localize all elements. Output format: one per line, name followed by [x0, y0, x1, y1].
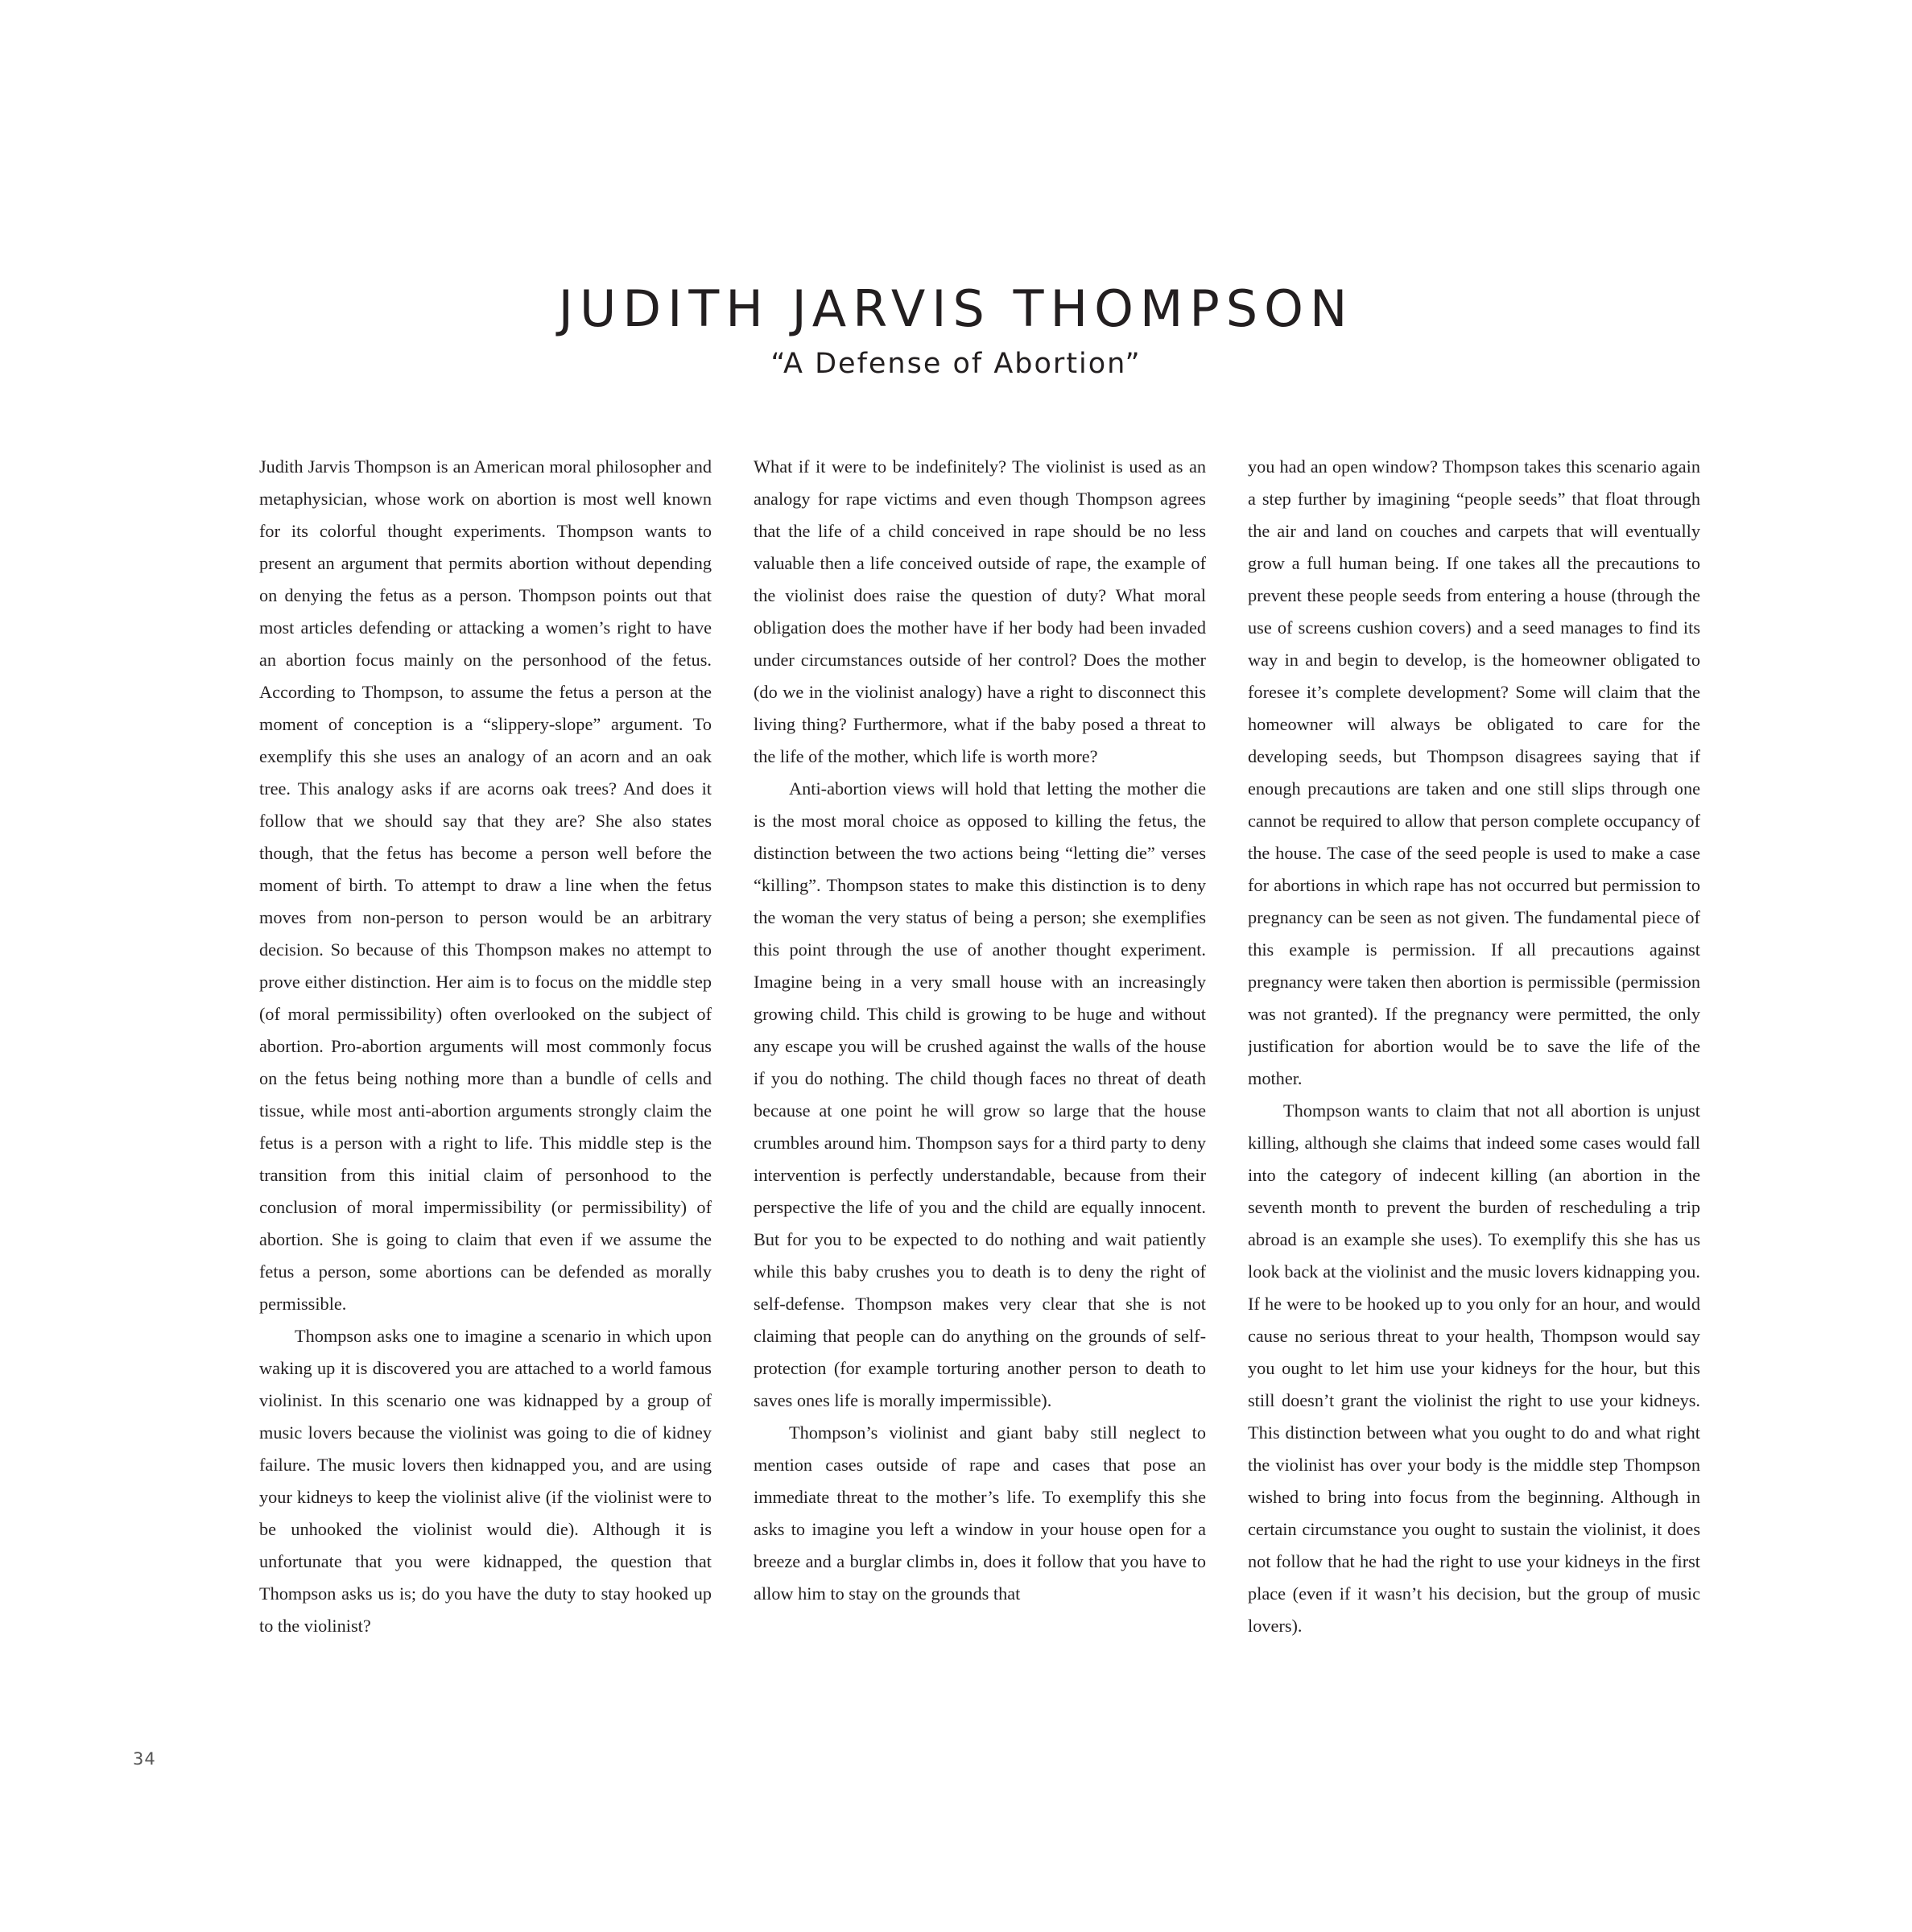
text-column-1 — [259, 451, 712, 1707]
page-subtitle: “A Defense of Abortion” — [770, 348, 1142, 380]
paragraph: What if it were to be indefinitely? The violinist is used as an analogy for rape victims and even though Thompson agrees that the life of a child conceived in rape should be no less valuable then a life conceived outside of rape, the example of the violinist does raise the question of duty? What moral obligation does the mother have if her body had been invaded under circumstances outside of her control? Does the mother (do we in the violinist analogy) have a right to disconnect this living thing? Furthermore, what if the baby posed a threat to the life of the mother, which life is worth more? — [754, 456, 1206, 766]
paragraph: Thompson’s violinist and giant baby still neglect to mention cases outside of rape and cases that pose an immediate threat to the mother’s life. To exemplify this she asks to imagine you left a window in your house open for a breeze and a burglar climbs in, does it follow that you have to allow him to stay on the grounds that — [754, 1422, 1206, 1604]
paragraph: Anti-abortion views will hold that letting the mother die is the most moral choice as opposed to killing the fetus, the distinction between the two actions being “letting die” verses “killing”. Thompson states to make this distinction is to deny the woman the very status of being a person; she exemplifies this point through the use of another thought experiment. Imagine being in a very small house with an increasingly growing child. This child is growing to be huge and without any escape you will be crushed against the walls of the house if you do nothing. The child though faces no threat of death because at one point he will grow so large that the house crumbles around him. Thompson says for a third party to deny intervention is perfectly understandable, because from their perspective the life of you and the child are equally innocent. But for you to be expected to do nothing and wait patiently while this baby crushes you to death is to deny the right of self-defense. Thompson makes very clear that she is not claiming that people can do anything on the grounds of self-protection (for example torturing another person to death to saves ones life is morally impermissible). — [754, 778, 1206, 1410]
page-number: 34 — [133, 1749, 156, 1769]
text-column-3 — [1248, 451, 1700, 1707]
paragraph: Judith Jarvis Thompson is an American moral philosopher and metaphysician, whose work on abortion is most well known for its colorful thought experiments. Thompson wants to present an argument that permits abortion without depending on denying the fetus as a person. Thompson points out that most articles defending or attacking a women’s right to have an abortion focus mainly on the personhood of the fetus. According to Thompson, to assume the fetus a person at the moment of conception is a “slippery-slope” argument. To exemplify this she uses an analogy of an acorn and an oak tree. This analogy asks if are acorns oak trees? And does it follow that we should say that they are? She also states though, that the fetus has become a person well before the moment of birth. To attempt to draw a line when the fetus moves from non-person to person would be an arbitrary decision. So because of this Thompson makes no attempt to prove either distinction. Her aim is to focus on the middle step (of moral permissibility) often overlooked on the subject of abortion. Pro-abortion arguments will most commonly focus on the fetus being nothing more than a bundle of cells and tissue, while most anti-abortion arguments strongly claim the fetus is a person with a right to life. This middle step is the transition from this initial claim of personhood to the conclusion of moral impermissibility (or permissibility) of abortion. She is going to claim that even if we assume the fetus a person, some abortions can be defended as morally permissible. — [259, 456, 712, 1314]
text-column-2 — [754, 451, 1206, 1707]
paragraph: you had an open window? Thompson takes this scenario again a step further by imagining “people seeds” that float through the air and land on couches and carpets that will eventually grow a full human being. If one takes all the precautions to prevent these people seeds from entering a house (through the use of screens cushion covers) and a seed manages to find its way in and begin to develop, is the homeowner obligated to foresee it’s complete development? Some will claim that the homeowner will always be obligated to care for the developing seeds, but Thompson disagrees saying that if enough precautions are taken and one still slips through one cannot be required to allow that person complete occupancy of the house. The case of the seed people is used to make a case for abortions in which rape has not occurred but permission to pregnancy can be seen as not given. The fundamental piece of this example is permission. If all precautions against pregnancy were taken then abortion is permissible (permission was not granted). If the pregnancy were permitted, the only justification for abortion would be to save the life of the mother. — [1248, 456, 1700, 1088]
page-title: JUDITH JARVIS THOMPSON — [558, 279, 1354, 338]
article-header — [0, 275, 1912, 385]
article-body — [259, 451, 1700, 1707]
paragraph: Thompson asks one to imagine a scenario in which upon waking up it is discovered you are attached to a world famous violinist. In this scenario one was kidnapped by a group of music lovers because the violinist was going to die of kidney failure. The music lovers then kidnapped you, and are using your kidneys to keep the violinist alive (if the violinist were to be unhooked the violinist would die). Although it is unfortunate that you were kidnapped, the question that Thompson asks us is; do you have the duty to stay hooked up to the violinist? — [259, 1326, 712, 1636]
paragraph: Thompson wants to claim that not all abortion is unjust killing, although she claims that indeed some cases would fall into the category of indecent killing (an abortion in the seventh month to prevent the burden of rescheduling a trip abroad is an example she uses). To exemplify this she has us look back at the violinist and the music lovers kidnapping you. If he were to be hooked up to you only for an hour, and would cause no serious threat to your health, Thompson would say you ought to let him use your kidneys for the hour, but this still doesn’t grant the violinist the right to use your kidneys. This distinction between what you ought to do and what right the violinist has over your body is the middle step Thompson wished to bring into focus from the beginning. Although in certain circumstance you ought to sustain the violinist, it does not follow that he had the right to use your kidneys in the first place (even if it wasn’t his decision, but the group of music lovers). — [1248, 1100, 1700, 1636]
